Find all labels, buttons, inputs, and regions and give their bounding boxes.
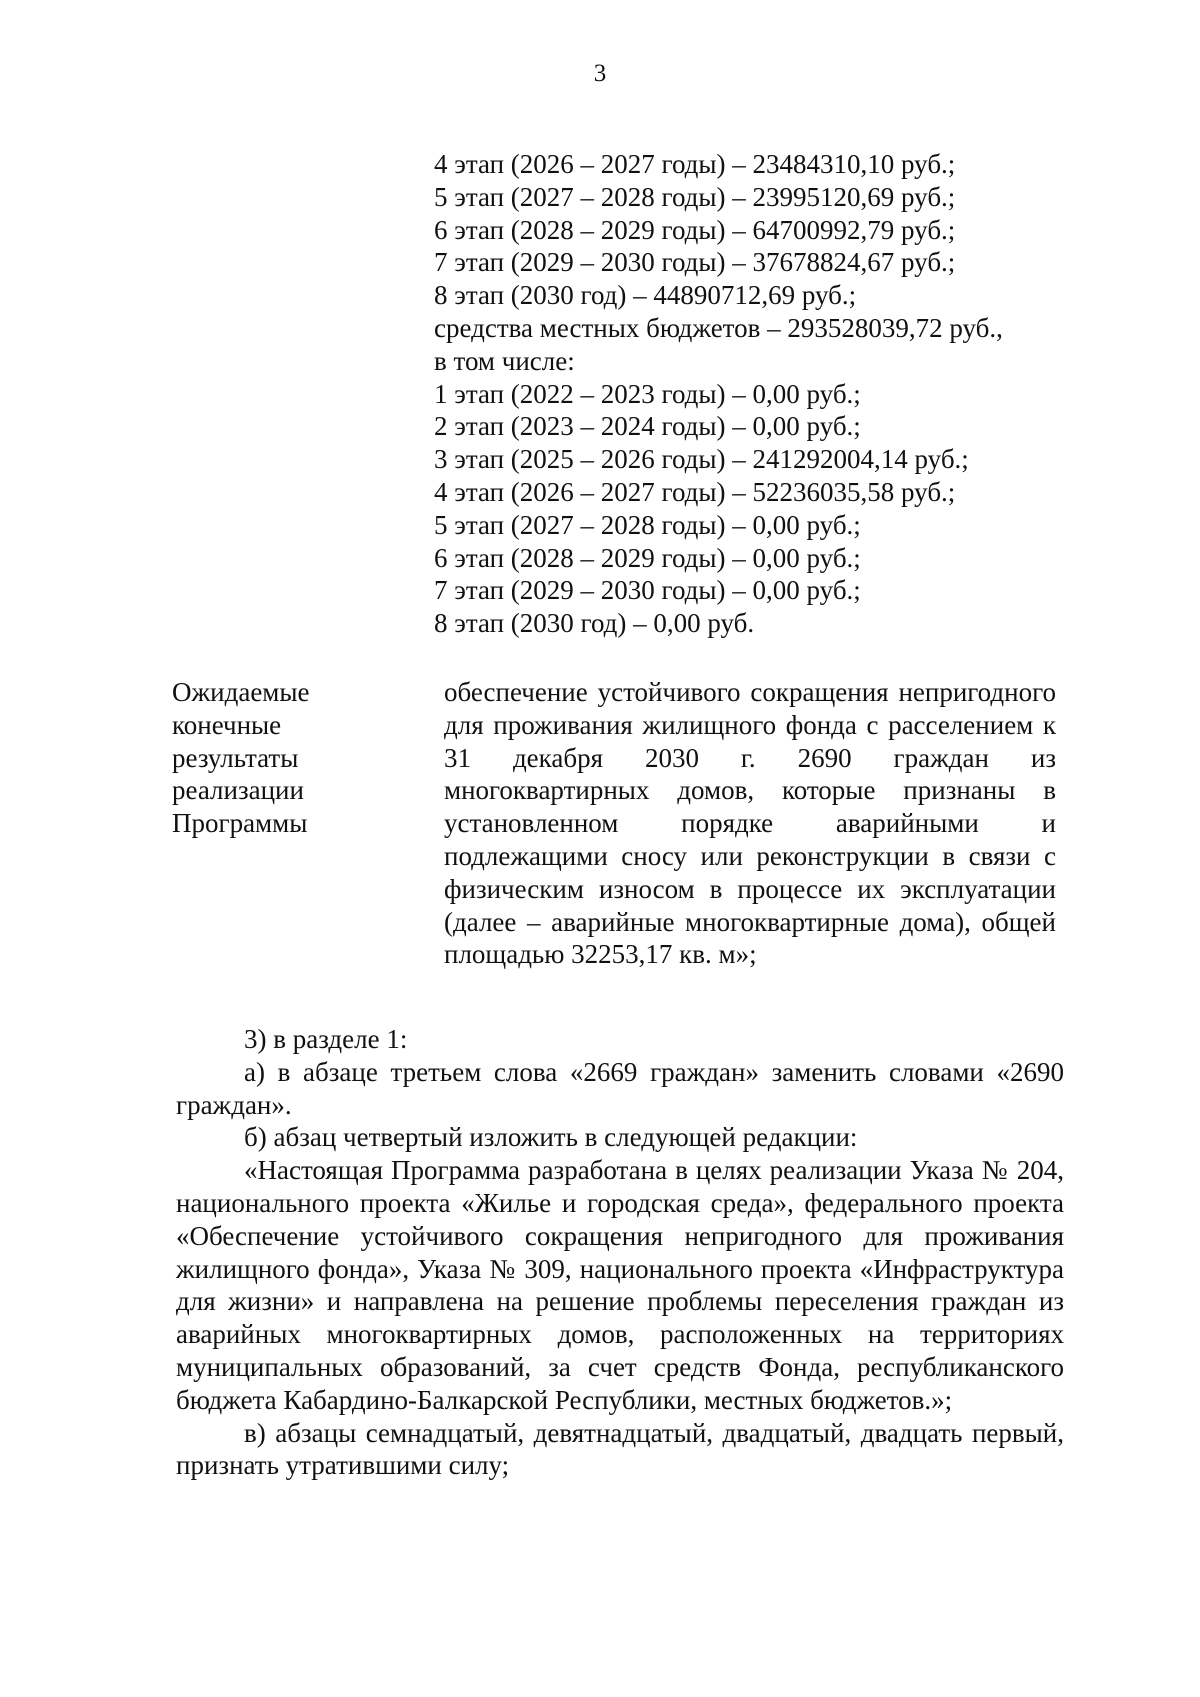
- funding-line: 8 этап (2030 год) – 44890712,69 руб.;: [434, 280, 857, 311]
- funding-line: 5 этап (2027 – 2028 годы) – 0,00 руб.;: [434, 509, 861, 540]
- amendment-paragraph: а) в абзаце третьем слова «2669 граждан» заменить словами «2690 граждан».: [176, 1056, 1064, 1120]
- results-label-line: Программы: [172, 808, 308, 839]
- results-label-line: конечные: [172, 709, 282, 740]
- funding-line: 7 этап (2029 – 2030 годы) – 0,00 руб.;: [434, 575, 861, 606]
- funding-line: 2 этап (2023 – 2024 годы) – 0,00 руб.;: [434, 411, 861, 442]
- results-label-line: реализации: [172, 775, 304, 806]
- funding-line: 4 этап (2026 – 2027 годы) – 23484310,10 руб.;: [434, 149, 956, 179]
- amendment-paragraph: 3) в разделе 1:: [244, 1024, 408, 1054]
- funding-line: 6 этап (2028 – 2029 годы) – 64700992,79 руб.;: [434, 214, 956, 245]
- results-text: обеспечение устойчивого сокращения непригодного для проживания жилищного фонда с расселением к 31 декабря 2030 г. 2690 граждан из многоквартирных домов, которые признаны в установленном порядке аварийными и подлежащими сносу или реконструкции в связи с физическим износом в процессе их эксплуатации (далее – аварийные многоквартирные дома), общей площадью 32253,17 кв. м»;: [444, 677, 1056, 970]
- funding-line: 3 этап (2025 – 2026 годы) – 241292004,14 руб.;: [434, 444, 969, 475]
- results-label: [172, 676, 372, 840]
- amendment-paragraph: «Настоящая Программа разработана в целях реализации Указа № 204, национального проекта «Жилье и городская среда», федерального проекта «Обеспечение устойчивого сокращения непригодного для проживания жилищного фонда», Указа № 309, национального проекта «Инфраструктура для жизни» и направлена на решение проблемы переселения граждан из аварийных многоквартирных домов, расположенных на территориях муниципальных образований, за счет средств Фонда, республиканского бюджета Кабардино-Балкарской Республики, местных бюджетов.»;: [176, 1155, 1064, 1415]
- funding-line: 1 этап (2022 – 2023 годы) – 0,00 руб.;: [434, 378, 861, 409]
- results-label-line: результаты: [172, 742, 299, 773]
- funding-line: в том числе:: [434, 345, 575, 376]
- amendment-body: [176, 1023, 1064, 1482]
- funding-line: 7 этап (2029 – 2030 годы) – 37678824,67 руб.;: [434, 247, 956, 278]
- funding-line: средства местных бюджетов – 293528039,72 руб.,: [434, 312, 1003, 343]
- amendment-paragraph: б) абзац четвертый изложить в следующей редакции:: [244, 1122, 858, 1153]
- amendment-paragraph: в) абзацы семнадцатый, девятнадцатый, двадцатый, двадцать первый, признать утратившими силу;: [176, 1417, 1064, 1481]
- funding-line: 8 этап (2030 год) – 0,00 руб.: [434, 608, 755, 639]
- results-label-line: Ожидаемые: [172, 677, 310, 707]
- page-number: 3: [593, 60, 607, 87]
- funding-line: 4 этап (2026 – 2027 годы) – 52236035,58 руб.;: [434, 476, 956, 507]
- funding-line: 5 этап (2027 – 2028 годы) – 23995120,69 руб.;: [434, 181, 956, 212]
- funding-stage-list: [434, 148, 1074, 640]
- funding-line: 6 этап (2028 – 2029 годы) – 0,00 руб.;: [434, 542, 861, 573]
